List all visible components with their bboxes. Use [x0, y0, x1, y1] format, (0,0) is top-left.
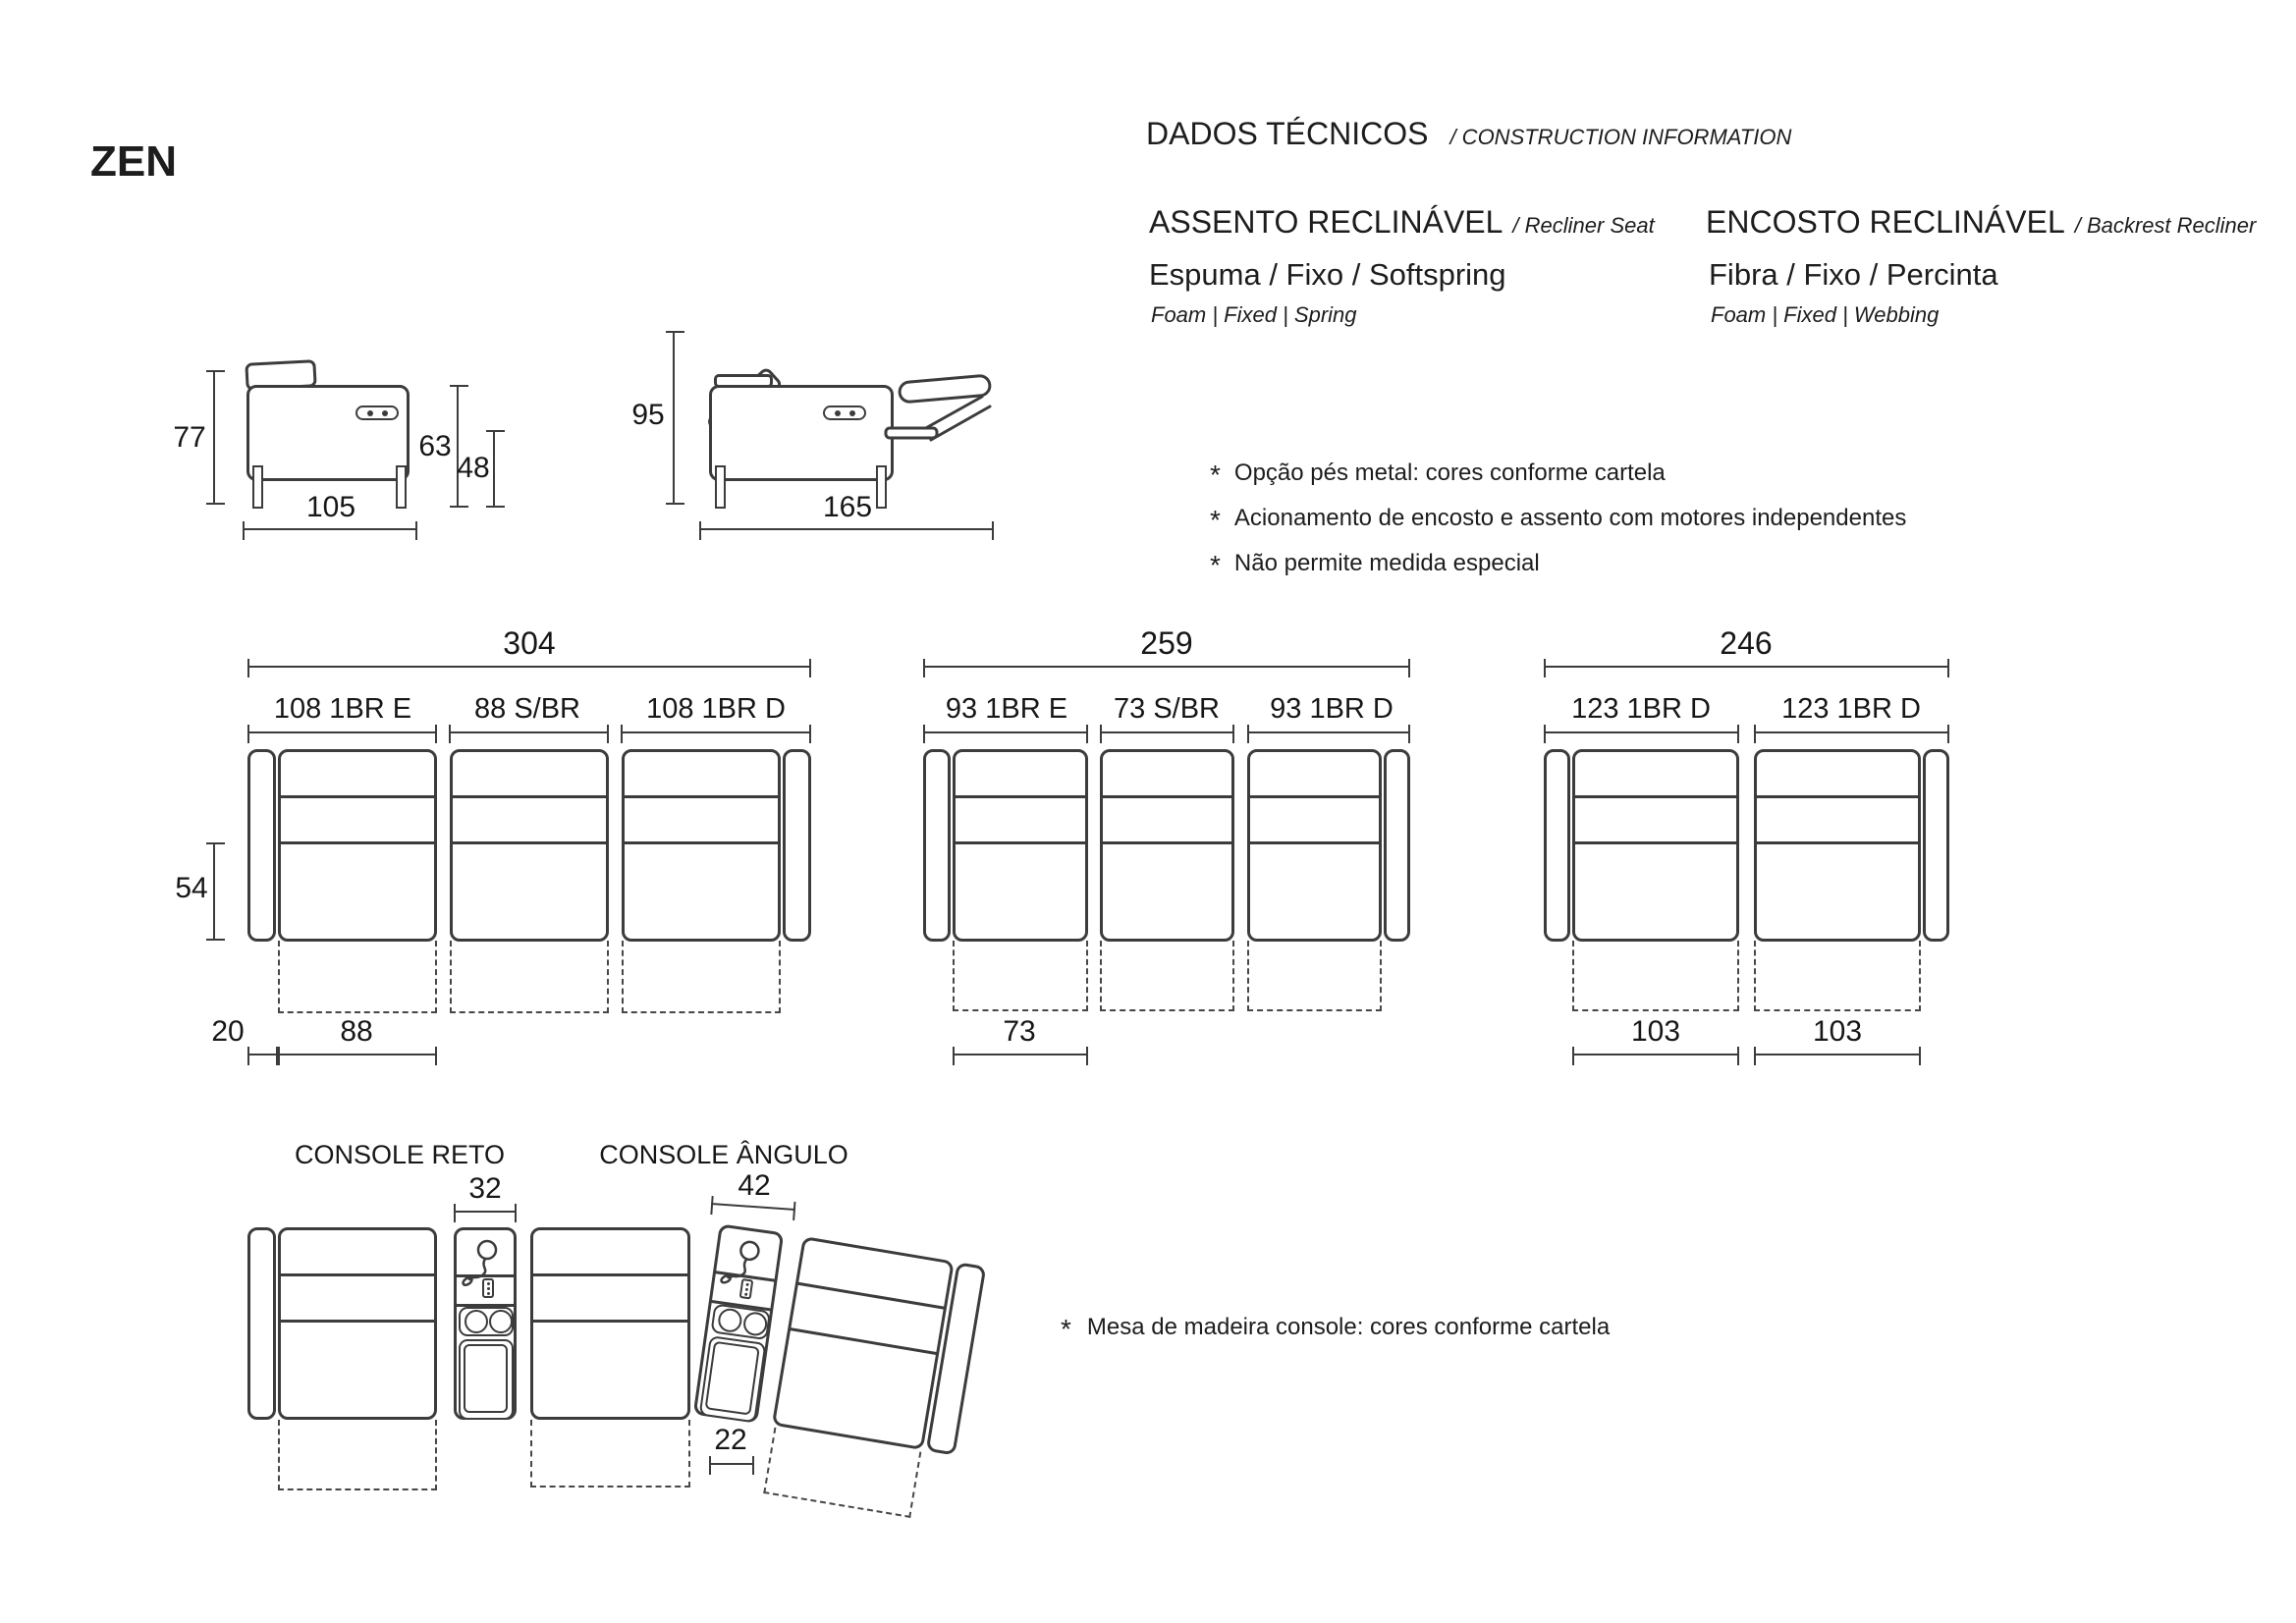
dim-line-total-height: [213, 370, 215, 505]
seat-section: [278, 749, 437, 942]
seat-section: [530, 1227, 690, 1420]
note-text: Opção pés metal: cores conforme cartela: [1233, 460, 1666, 486]
dim-line-section: [1100, 731, 1234, 733]
console-angle-label: CONSOLE ÂNGULO: [599, 1140, 848, 1169]
dim-line-bottom: [1572, 1054, 1739, 1055]
seat-section: [1247, 749, 1382, 942]
dim-line-console-angle-front: [709, 1463, 754, 1465]
dim-console-straight: 32: [468, 1172, 502, 1205]
section-label: 93 1BR D: [1270, 693, 1394, 725]
seat-section: [450, 749, 609, 942]
section-label: 73 S/BR: [1114, 693, 1220, 725]
console-angled: [693, 1223, 785, 1423]
chair-body: [246, 385, 410, 481]
chair-leg: [876, 465, 887, 509]
backrest-spec-materials: Fibra / Fixo / Percinta: [1709, 257, 1998, 292]
dim-seat-width: 73: [1003, 1015, 1036, 1048]
tech-title-en: / CONSTRUCTION INFORMATION: [1449, 125, 1792, 149]
console-note: Mesa de madeira console: cores conforme cartela: [1086, 1314, 1611, 1340]
console-straight-label: CONSOLE RETO: [294, 1140, 506, 1169]
footprint-dashed: [1754, 941, 1921, 1011]
footprint-dashed: [278, 1420, 437, 1490]
backrest-spec-title-en: / Backrest Recliner: [2074, 213, 2257, 238]
seat-spec-materials-en: Foam | Fixed | Spring: [1151, 302, 1357, 327]
tech-title: DADOS TÉCNICOS: [1146, 116, 1429, 151]
dim-arm-width: 20: [211, 1015, 245, 1048]
dim-total-height: 77: [173, 421, 206, 454]
chair-leg: [396, 465, 407, 509]
bullet: *: [1210, 550, 1221, 580]
dim-line-total: [247, 666, 811, 668]
dim-console-angle-front: 22: [714, 1424, 747, 1456]
outlet-icon: [482, 1278, 494, 1298]
seat-section: [1572, 749, 1739, 942]
footprint-dashed: [530, 1420, 690, 1488]
section-label: 123 1BR D: [1781, 693, 1921, 725]
seat-section-angled: [759, 1236, 993, 1534]
footprint-dashed: [278, 941, 437, 1013]
seat-section: [953, 749, 1088, 942]
bullet: *: [1061, 1314, 1071, 1344]
dim-line-section: [621, 731, 811, 733]
chair-body: [709, 385, 894, 481]
dim-line-total: [1544, 666, 1949, 668]
armrest: [1923, 749, 1949, 942]
footprint-dashed: [450, 941, 609, 1013]
page-title: ZEN: [90, 137, 177, 186]
note-row: [1210, 505, 1907, 535]
dim-seat-width: 88: [340, 1015, 373, 1048]
seat-spec-title-en: / Recliner Seat: [1512, 213, 1655, 238]
dim-line-section: [449, 731, 609, 733]
dim-line-section: [1544, 731, 1739, 733]
footprint-dashed: [953, 941, 1088, 1011]
dim-line-section: [1247, 731, 1410, 733]
dim-seat-depth: 54: [175, 872, 208, 904]
tray: [699, 1335, 767, 1423]
seat-spec-materials: Espuma / Fixo / Softspring: [1149, 257, 1506, 292]
seat-spec-header: [1149, 204, 1655, 241]
note-text: Acionamento de encosto e assento com motores independentes: [1233, 505, 1907, 531]
dim-seat-width: 103: [1812, 1015, 1863, 1048]
dim-back-height: 63: [418, 430, 452, 462]
note-row: [1210, 460, 1666, 490]
dim-line-seat-height: [493, 430, 495, 508]
section-label: 88 S/BR: [474, 693, 580, 725]
footprint-dashed: [1100, 941, 1234, 1011]
seat-section: [772, 1236, 955, 1450]
armrest: [1384, 749, 1410, 942]
dim-line-depth: [243, 528, 417, 530]
armrest: [247, 1227, 276, 1420]
dim-open-height: 95: [631, 399, 665, 431]
backrest-spec-materials-en: Foam | Fixed | Webbing: [1711, 302, 1940, 327]
dim-seat-height: 48: [457, 452, 490, 484]
cupholder-icon: [459, 1307, 514, 1336]
dim-line-section: [923, 731, 1088, 733]
bullet: *: [1210, 505, 1221, 535]
dim-line-open-height: [673, 331, 675, 505]
dim-line-console-straight: [454, 1211, 517, 1213]
dim-line-bottom: [953, 1054, 1088, 1055]
dim-total: 304: [503, 625, 556, 661]
dim-line-bottom: [1754, 1054, 1921, 1055]
dim-line-back-height: [457, 385, 459, 508]
backrest-spec-header: [1706, 204, 2256, 241]
section-label: 123 1BR D: [1571, 693, 1711, 725]
footprint-dashed: [1247, 941, 1382, 1011]
dim-line-total: [923, 666, 1410, 668]
dim-total: 246: [1720, 625, 1773, 661]
dim-seat-width: 103: [1630, 1015, 1681, 1048]
dim-console-angle: 42: [738, 1169, 771, 1202]
dim-line-seat-depth: [213, 842, 215, 941]
armrest: [783, 749, 811, 942]
dim-open-depth: 165: [822, 491, 873, 523]
footprint-dashed: [622, 941, 781, 1013]
seat-spec-title: ASSENTO RECLINÁVEL: [1149, 204, 1503, 240]
armrest: [923, 749, 951, 942]
note-text: Não permite medida especial: [1233, 550, 1540, 576]
dim-line-section: [1754, 731, 1949, 733]
footprint-dashed: [1572, 941, 1739, 1011]
seat-section: [278, 1227, 437, 1420]
section-label: 108 1BR D: [646, 693, 786, 725]
console-straight: [454, 1227, 517, 1420]
chair-leg: [252, 465, 263, 509]
note-row: [1210, 550, 1540, 580]
tech-header: [1146, 116, 1791, 152]
dim-line-open-depth: [699, 528, 994, 530]
dim-line-console-angle: [711, 1203, 795, 1211]
control-panel-icon: [355, 406, 399, 420]
dim-line-bottom: [278, 1054, 437, 1055]
footrest-icon: [884, 365, 1007, 454]
control-panel-icon: [823, 406, 866, 420]
dim-total: 259: [1140, 625, 1193, 661]
dim-line-section: [247, 731, 437, 733]
dim-line-bottom: [247, 1054, 278, 1055]
seat-section: [622, 749, 781, 942]
section-label: 108 1BR E: [273, 693, 412, 725]
chair-leg: [715, 465, 726, 509]
armrest: [247, 749, 276, 942]
dim-depth: 105: [305, 491, 356, 523]
seat-section: [1100, 749, 1234, 942]
section-label: 93 1BR E: [945, 693, 1068, 725]
seat-section: [1754, 749, 1921, 942]
backrest-spec-title: ENCOSTO RECLINÁVEL: [1706, 204, 2065, 240]
armrest: [1544, 749, 1570, 942]
tray: [459, 1339, 514, 1420]
bullet: *: [1210, 460, 1221, 490]
console-note-row: [1061, 1314, 1611, 1344]
